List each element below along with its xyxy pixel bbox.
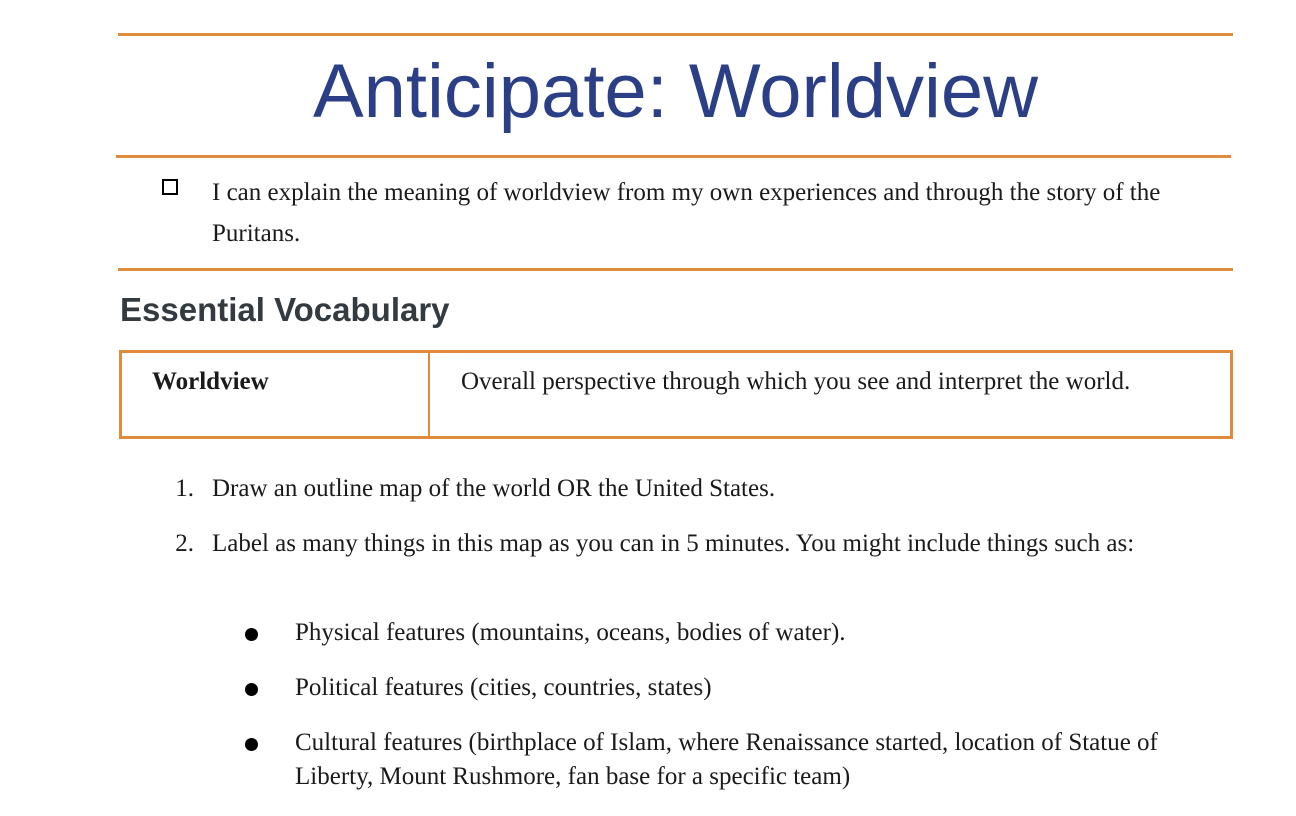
title-divider: [116, 155, 1231, 158]
page-title: Anticipate: Worldview: [312, 49, 1039, 134]
objective-text: I can explain the meaning of worldview from my own experiences and through the story of the Puritans.: [212, 179, 1161, 247]
vocabulary-column-divider: [428, 353, 430, 436]
vocabulary-table: [119, 350, 1233, 439]
vocabulary-heading: Essential Vocabulary: [120, 291, 450, 328]
vocabulary-term: Worldview: [152, 368, 269, 395]
vocabulary-definition: Overall perspective through which you see and interpret the world.: [461, 368, 1131, 395]
bullet-dot-icon: [245, 683, 258, 696]
bullet-text: Political features (cities, countries, states): [295, 674, 712, 701]
step-text: Draw an outline map of the world OR the United States.: [212, 475, 776, 502]
bullet-dot-icon: [245, 628, 258, 641]
objective-checkbox[interactable]: [162, 179, 178, 195]
objective-divider: [118, 268, 1233, 271]
step-number: 1.: [175, 475, 194, 502]
bullet-text: Cultural features (birthplace of Islam, where Renaissance started, location of Statue of Liberty, Mount Rushmore, fan base for a specific team): [295, 729, 1158, 790]
step-number: 2.: [175, 530, 194, 557]
bullet-dot-icon: [245, 738, 258, 751]
step-text: Label as many things in this map as you can in 5 minutes. You might include things such as:: [212, 530, 1135, 557]
bullet-text: Physical features (mountains, oceans, bodies of water).: [295, 619, 846, 646]
top-divider: [118, 33, 1233, 36]
